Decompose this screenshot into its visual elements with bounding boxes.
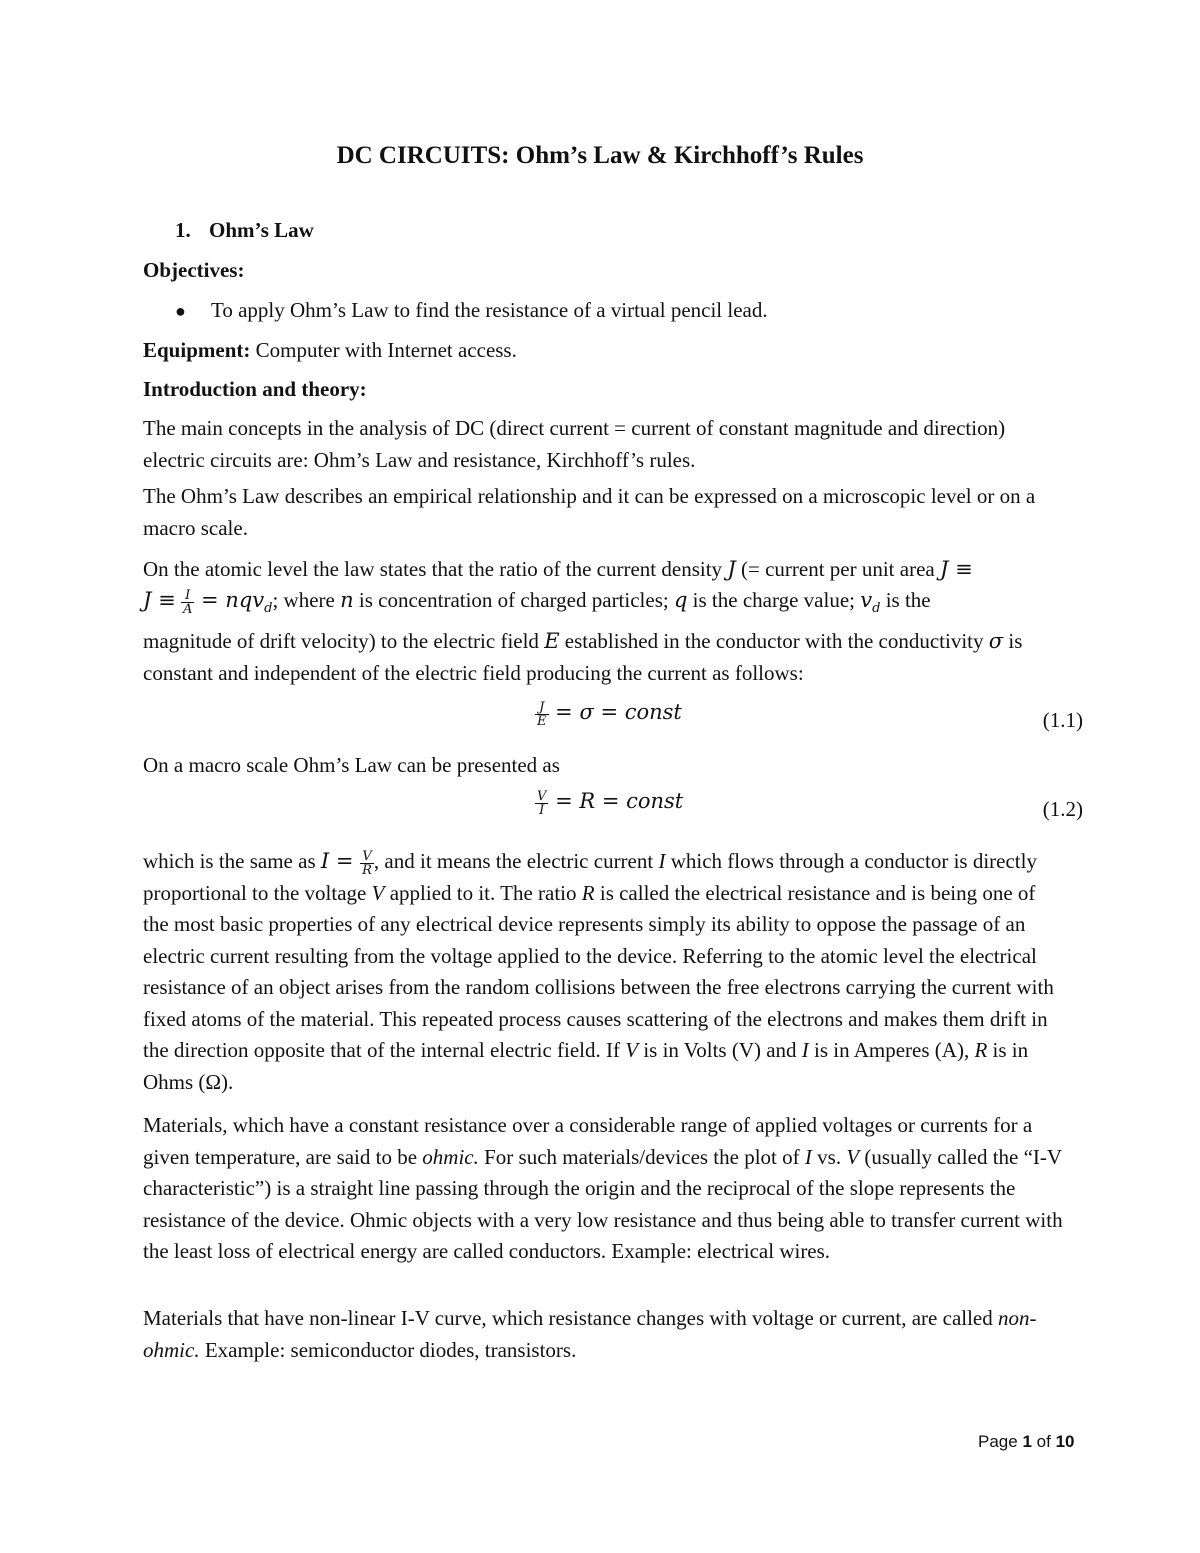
fraction-V-over-I: $\frac{V}{I}$	[537, 788, 547, 818]
objective-text: To apply Ohm’s Law to find the resistance of a virtual pencil lead.	[211, 298, 768, 322]
p3-tail-magnitude: magnitude of drift velocity) to the electric field	[143, 629, 545, 653]
page-title: DC CIRCUITS: Ohm’s Law & Kirchhoff’s Rules	[336, 142, 864, 169]
equation-number: (1.2)	[1042, 797, 1083, 821]
page-footer: Page 1 of 10	[978, 1432, 1075, 1451]
fraction-V-over-R: $\frac{V}{R}$	[362, 848, 372, 878]
fraction-J-over-E: $\frac{J}{E}$	[537, 699, 547, 729]
section-heading	[175, 218, 314, 243]
equipment-text: Computer with Internet access.	[255, 338, 517, 362]
equation-number: (1.1)	[1042, 708, 1083, 732]
section-name: Ohm’s Law	[209, 218, 314, 242]
intro-label: Introduction and theory:	[143, 377, 367, 401]
fraction-I-over-A: $\frac{I}{A}$	[182, 587, 193, 617]
equation-1-1: $\frac{J}{E}$ = σ = const (1.1)	[537, 699, 1083, 732]
paragraph-non-ohmic: Materials that have non-linear I-V curve, which resistance changes with voltage or current, are called non-ohmic. Example: semiconductor diodes, transistors.	[143, 1306, 1037, 1362]
p3-tail-established: established in the conductor with the conductivity	[559, 629, 989, 653]
bullet-icon: ●	[175, 301, 186, 321]
paragraph-ohmic: Materials, which have a constant resistance over a considerable range of applied voltages or currents for a given temperature, are said to be ohmic. For such materials/devices the plot of I vs. V (usually called the “I-V characteristic”) is a straight line passing through the origin and the reciprocal of the slope represents the resistance of the device. Ohmic objects with a very low resistance and thus being able to transfer current with the least loss of electrical energy are called conductors. Example: electrical wires.	[143, 1113, 1063, 1263]
paragraph-atomic-rest: magnitude of drift velocity) to the electric field E established in the conductor with the conductivity σ is constant and independent of the electric field producing the current as follows:	[143, 629, 1023, 685]
paragraph-macro: On a macro scale Ohm’s Law can be presented as	[143, 753, 560, 777]
page-number: 1	[1022, 1432, 1032, 1451]
equipment-line	[143, 338, 517, 363]
objectives-label: Objectives:	[143, 258, 245, 282]
paragraph-resistance: which is the same as I = $\frac{V}{R}$ , and it means the electric current I which flows through a conductor is directly proportional to the voltage V applied to it. The ratio R is called the electrical resistance and is being one of the most basic properties of any electrical device represents simply its ability to oppose the passage of an electric current resulting from the voltage applied to the device. Referring to the atomic level the electrical resistance of an object arises from the random collisions between the free electrons carrying the current with fixed atoms of the material. This repeated process causes scattering of the electrons and makes them drift in the direction opposite that of the internal electric field. If V is in Volts (V) and I is in Amperes (A), R is in Ohms (Ω).	[143, 848, 1054, 1094]
page-total: 10	[1055, 1432, 1075, 1451]
paragraph-ohm-empirical: The Ohm’s Law describes an empirical relationship and it can be expressed on a microscopic level or on a macro scale.	[143, 484, 1036, 540]
equation-1-2: $\frac{V}{I}$ = R = const (1.2)	[537, 788, 1083, 821]
equipment-label: Equipment:	[143, 338, 251, 362]
paragraph-atomic-line2: J ≡ $\frac{I}{A}$ = nqv$_d$; where n is concentration of charged particles; q is the charge value; $v_d$ is the	[143, 587, 931, 617]
paragraph-dc-concepts: The main concepts in the analysis of DC (direct current = current of constant magnitude and direction) electric circuits are: Ohm’s Law and resistance, Kirchhoff’s rules.	[143, 416, 1006, 472]
p3-tail-the: is the	[880, 588, 931, 612]
objective-item	[175, 298, 768, 323]
section-number: 1.	[175, 218, 191, 242]
paragraph-atomic-line1: On the atomic level the law states that the ratio of the current density J (= current per unit area J ≡	[143, 557, 973, 581]
